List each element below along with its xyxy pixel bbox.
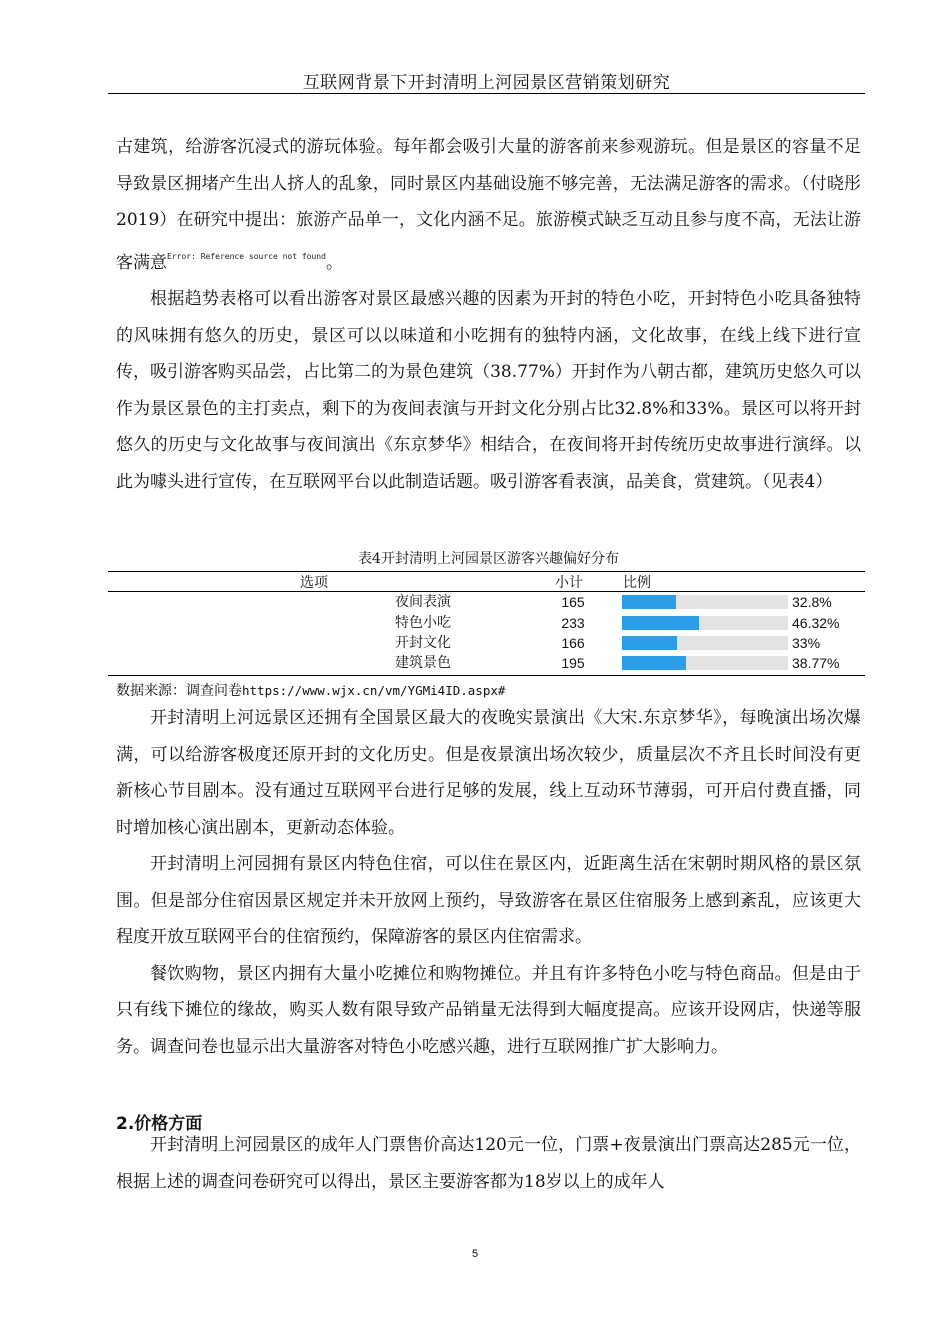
row-option: 特色小吃: [395, 615, 451, 631]
paragraph-accommodation: 开封清明上河园拥有景区内特色住宿，可以住在景区内，近距离生活在宋朝时期风格的景区氛围。但是部分住宿因景区规定并未开放网上预约，导致游客在景区住宿服务上感到紊乱，应该更大程度开放互联网平台的住宿预约，保障游客的景区内住宿需求。: [116, 854, 861, 947]
body-middle: [116, 700, 861, 1065]
body-bottom: [116, 1127, 861, 1200]
table-header-option: 选项: [300, 575, 328, 591]
section-heading: 2.价格方面: [116, 1114, 203, 1134]
ratio-bar-track: [622, 616, 788, 630]
ratio-bar-track: [622, 636, 788, 650]
ratio-bar-track: [622, 595, 788, 609]
ratio-bar-track: [622, 656, 788, 670]
paragraph-night-show: 开封清明上河远景区还拥有全国景区最大的夜晚实景演出《大宋.东京梦华》，每晚演出场次爆满，可以给游客极度还原开封的文化历史。但是夜景演出场次较少，质量层次不齐且长时间没有更新核心节目剧本。没有通过互联网平台进行足够的发展，线上互动环节薄弱，可开启付费直播，同时增加核心演出剧本，更新动态体验。: [116, 708, 861, 838]
header-rule: [108, 93, 865, 94]
table-row: [108, 653, 865, 673]
ratio-bar-fill: [622, 616, 699, 630]
row-count: 195: [561, 655, 585, 671]
row-option: 建筑景色: [395, 655, 451, 671]
table-top-rule: [108, 571, 865, 572]
source-label: 数据来源：调查问卷: [116, 683, 242, 699]
row-percent: 32.8%: [792, 594, 832, 610]
row-option: 开封文化: [395, 635, 451, 651]
row-percent: 46.32%: [792, 615, 840, 631]
citation-tail: 。: [325, 252, 343, 273]
paragraph-text: 古建筑，给游客沉浸式的游玩体验。每年都会吸引大量的游客前来参观游玩。但是景区的容量不足导致景区拥堵产生出人挤人的乱象，同时景区内基础设施不够完善，无法满足游客的需求。（付晓彤2019）在研究中提出：旅游产品单一，文化内涵不足。旅游模式缺乏互动且参与度不高，无法让游客满意: [116, 137, 861, 273]
table-row: [108, 613, 865, 633]
table-header-count: 小计: [555, 575, 583, 591]
table-caption: 表4开封清明上河园景区游客兴趣偏好分布: [358, 551, 619, 567]
row-count: 165: [561, 594, 585, 610]
paragraph-pricing: 开封清明上河园景区的成年人门票售价高达120元一位，门票+夜景演出门票高达285元一位，根据上述的调查问卷研究可以得出，景区主要游客都为18岁以上的成年人: [116, 1135, 861, 1192]
ratio-bar-fill: [622, 595, 676, 609]
row-option: 夜间表演: [395, 594, 451, 610]
paragraph-dining-shopping: 餐饮购物，景区内拥有大量小吃摊位和购物摊位。并且有许多特色小吃与特色商品。但是由于只有线下摊位的缘故，购买人数有限导致产品销量无法得到大幅度提高。应该开设网店，快递等服务。调查问卷也显示出大量游客对特色小吃感兴趣，进行互联网推广扩大影响力。: [116, 963, 861, 1057]
body-top: [116, 129, 861, 500]
table-bottom-rule: [108, 675, 865, 676]
row-percent: 33%: [792, 635, 821, 651]
running-header: 互联网背景下开封清明上河园景区营销策划研究: [302, 73, 671, 93]
row-count: 233: [561, 615, 585, 631]
table-row: [108, 592, 865, 612]
row-percent: 38.77%: [792, 655, 840, 671]
data-source: [116, 680, 505, 700]
citation-error: Error: Reference source not found: [167, 251, 326, 261]
ratio-bar-fill: [622, 636, 677, 650]
table-row: [108, 633, 865, 653]
row-count: 166: [561, 635, 585, 651]
paragraph-continuation: [116, 129, 861, 281]
page-number: 5: [471, 1248, 479, 1260]
paragraph-interest-analysis: 根据趋势表格可以看出游客对景区最感兴趣的因素为开封的特色小吃，开封特色小吃具备独特的风味拥有悠久的历史，景区可以以味道和小吃拥有的独特内涵，文化故事，在线上线下进行宣传，吸引游客购买品尝，占比第二的为景色建筑（38.77%）开封作为八朝古都，建筑历史悠久可以作为景区景色的主打卖点，剩下的为夜间表演与开封文化分别占比32.8%和33%。景区可以将开封悠久的历史与文化故事与夜间演出《东京梦华》相结合，在夜间将开封传统历史故事进行演绎。以此为噱头进行宣传，在互联网平台以此制造话题。吸引游客看表演，品美食，赏建筑。（见表4）: [116, 289, 861, 492]
ratio-bar-fill: [622, 656, 686, 670]
source-url[interactable]: https://www.wjx.cn/vm/YGMi4ID.aspx#: [242, 683, 506, 698]
table-header-ratio: 比例: [623, 575, 651, 591]
